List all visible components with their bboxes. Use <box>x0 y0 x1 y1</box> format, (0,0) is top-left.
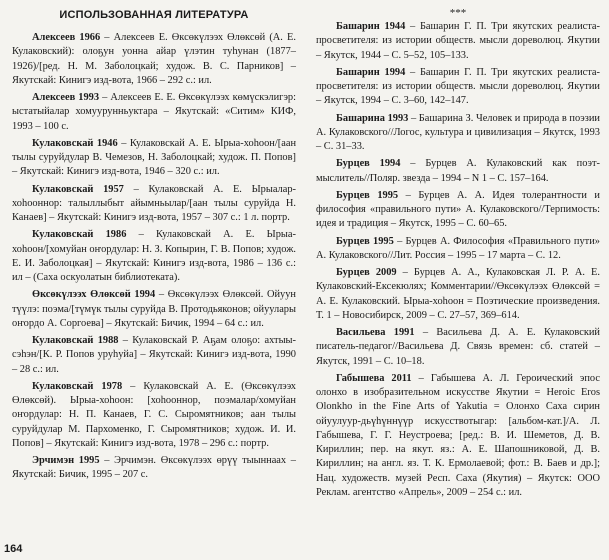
entry-text: – Өксөкүлээх Өлөксөй. Ойуун түүлэ: поэма/[түмүк тылы суруйда В. Протодьяконов; ойуулары оҥордо А. Соргоева] – Якутскай: Бичик, 1994 – 64 с.: ил. <box>12 289 296 329</box>
bibliography-entry <box>12 454 296 483</box>
left-entry-list <box>12 31 296 483</box>
entry-key: Башарина 1993 <box>336 112 409 124</box>
bibliography-entry <box>316 189 600 232</box>
bibliography-entry <box>12 91 296 134</box>
bibliography-entry <box>316 112 600 155</box>
entry-text: – Бурцев А. А., Кулаковская Л. Р. А. Е. Кулаковский-Ексекюлях; Комментарии//Өксөкүлээх Өлөксөй = А. Е. Кулаковский. Ырыа-хоһоон = Поэтические произведения. Т. 1 – Новосибирск, 2009 – С. 27–57, 369–614. <box>316 267 600 321</box>
entry-key: Кулаковскай 1957 <box>32 183 124 195</box>
entry-key: Васильева 1991 <box>336 327 415 338</box>
entry-text: – Габышева А. Л. Героический эпос олонхо в изобразительном искусстве Якутии = Heroic Eros Olonkho in the Fine Arts of Yakutia = Олонхо Саха сирин ойуулуур-дьүһүннүүр искусствотыгар: [альбом-кат.]/А. Л. Габышева, Г. Г. Неустроева; [ред.: В. И. Шеметов, Д. В. Кириллин; пер. на якут. яз.: А. Е. Шапошниковой, Д. В. Кириллин; на англ. яз. Т. К. Ермолаевой; фот.: В. Баев и др.]; Нац. художеств. музей Респ. Саха (Якутия) – Якутск: ООО Реклам. агентство «Апрель», 2009 – 254 с.: ил. <box>316 372 600 498</box>
bibliography-entry <box>12 31 296 88</box>
bibliography-entry <box>12 137 296 180</box>
entry-key: Габышева 2011 <box>336 372 412 384</box>
bibliography-entry <box>316 372 600 500</box>
entry-key: Бурцев 1994 <box>336 158 401 170</box>
bibliography-entry <box>12 228 296 285</box>
entry-text: – Бурцев А. Кулаковский как поэт-мыслитель//Поляр. звезда – 1994 – N 1 – С. 157–164. <box>316 158 600 184</box>
bibliography-entry <box>316 266 600 323</box>
entry-key: Кулаковскай 1978 <box>32 380 123 392</box>
bibliography-entry <box>316 66 600 109</box>
entry-text: – Кулаковскай А. Е. Ырыалар-хоһооннор: талыллыбыт айымньылар/[аан тылы суруйда Н. Канаев] – Якутскай: Кинигэ изд-вота, 1957 – 307 с.: 1 л. портр. <box>12 183 297 223</box>
entry-text: – Башарин Г. П. Три якутских реалиста-просветителя: из истории обществ. мысли дореволюц. Якутии – Якутск, 1994 – С. 3–60, 142–147. <box>316 66 600 107</box>
entry-key: Башарин 1994 <box>336 66 406 78</box>
entry-text: – Бурцев А. Философия «Правильного пути» А. Кулаковского//Лит. Россия – 1995 – 17 марта – С. 12. <box>316 235 600 261</box>
entry-text: – Кулаковскай А. Е. Ырыа-хоһоон/[хомуйан оҥордулар: Н. З. Копырин, Г. В. Попов; худож. Е. И. Заболоцкая] – Якутскай: Кинигэ изд-вота, 1986 – 136 с.: ил – (Саха оскуолатын библиотеката). <box>12 229 296 283</box>
entry-key: Эрчимэн 1995 <box>32 455 100 466</box>
bibliography-entry <box>316 326 600 369</box>
entry-key: Алексеев 1993 <box>32 92 100 103</box>
section-separator: *** <box>449 7 467 19</box>
bibliography-entry <box>316 157 600 186</box>
bibliography-entry <box>12 183 296 226</box>
section-heading: ИСПОЛЬЗОВАННАЯ ЛИТЕРАТУРА <box>59 9 249 21</box>
bibliography-entry <box>12 380 296 451</box>
entry-text: – Башарин Г. П. Три якутских реалиста-просветителя: из истории обществ. мысли дореволюц. Якутии – Якутск, 1944 – С. 5–52, 105–133. <box>316 21 600 61</box>
entry-key: Бурцев 1995 <box>336 235 394 247</box>
entry-key: Кулаковскай 1946 <box>32 137 118 149</box>
entry-text: – Кулаковскай А. Е. (Өксөкүлээх Өлөксөй). Ырыа-хоһоон: [хоһооннор, поэмалар/хомуйан оҥордулар: Н. П. Канаев, Г. С. Сыромятников; аан тылы суруйдулар М. Пархоменко, Г. Сыромятников; худож. И. И. Попов] – Якутскай: Кинигэ изд-вота, 1978 – 296 с.: портр. <box>12 380 296 449</box>
page-number: 164 <box>4 543 23 555</box>
entry-key: Башарин 1944 <box>336 21 406 32</box>
entry-text: – Башарина З. Человек и природа в поэзии А. Кулаковского//Логос, культура и цивилизация – Якутск, 1993 – С. 31–33. <box>316 112 600 152</box>
bibliography-entry <box>316 235 600 264</box>
entry-key: Алексеев 1966 <box>32 32 101 43</box>
entry-text: – Кулаковскай Р. Аҕам олоҕо: ахтыы-сэһэн/[К. Р. Попов уруһуйа] – Якутскай: Кинигэ изд-вота, 1990 – 28 с.: ил. <box>12 335 296 375</box>
right-entry-list <box>316 20 600 500</box>
entry-text: – Бурцев А. А. Идея толерантности и философия «правильного пути» А. Кулаковского//Терпимость: идея и традиция – Якутск, 1995 – С. 60–65. <box>316 189 600 230</box>
right-column <box>316 8 600 503</box>
left-column <box>12 8 296 486</box>
entry-key: Бурцев 2009 <box>336 267 397 278</box>
bibliography-entry <box>316 20 600 63</box>
entry-text: – Эрчимэн. Өксөкүлээх өрүү тыыннаах – Якутскай: Бичик, 1995 – 207 с. <box>12 455 296 481</box>
entry-text: – Алексеев Е. Өксөкүлээх Өлөксөй (А. Е. Кулаковский): олоҕун уонна айар үлэтин туһунан (1877–1926)/[ред. Н. М. Заболоцкай; худож. В. С. Парников] – Якутскай: Кинигэ изд-вота, 1966 – 292 с.: ил. <box>12 32 296 86</box>
entry-text: – Кулаковскай А. Е. Ырыа-хоһоон/[аан тылы суруйдулар В. Чемезов, Н. Заболоцкай; худож. П. Попов] – Якутскай: Кинигэ изд-вота, 1946 – 320 с.: ил. <box>12 137 297 178</box>
entry-key: Кулаковскай 1988 <box>32 335 119 346</box>
bibliography-entry <box>12 334 296 377</box>
entry-text: – Алексеев Е. Е. Өксөкүлээх көмүскэлигэр: ыстатыйалар хомуурунньуктара – Якутскай: «Ситим» КИФ, 1993 – 100 с. <box>12 92 296 132</box>
bibliography-entry <box>12 288 296 331</box>
entry-key: Өксөкүлээх Өлөксөй 1994 <box>32 289 156 301</box>
entry-key: Бурцев 1995 <box>336 189 399 201</box>
entry-text: – Васильева Д. А. Е. Кулаковский писатель-педагог//Васильева Д. Связь времен: сб. статей – Якутск, 1991 – С. 10–18. <box>316 327 600 367</box>
entry-key: Кулаковскай 1986 <box>32 229 127 241</box>
